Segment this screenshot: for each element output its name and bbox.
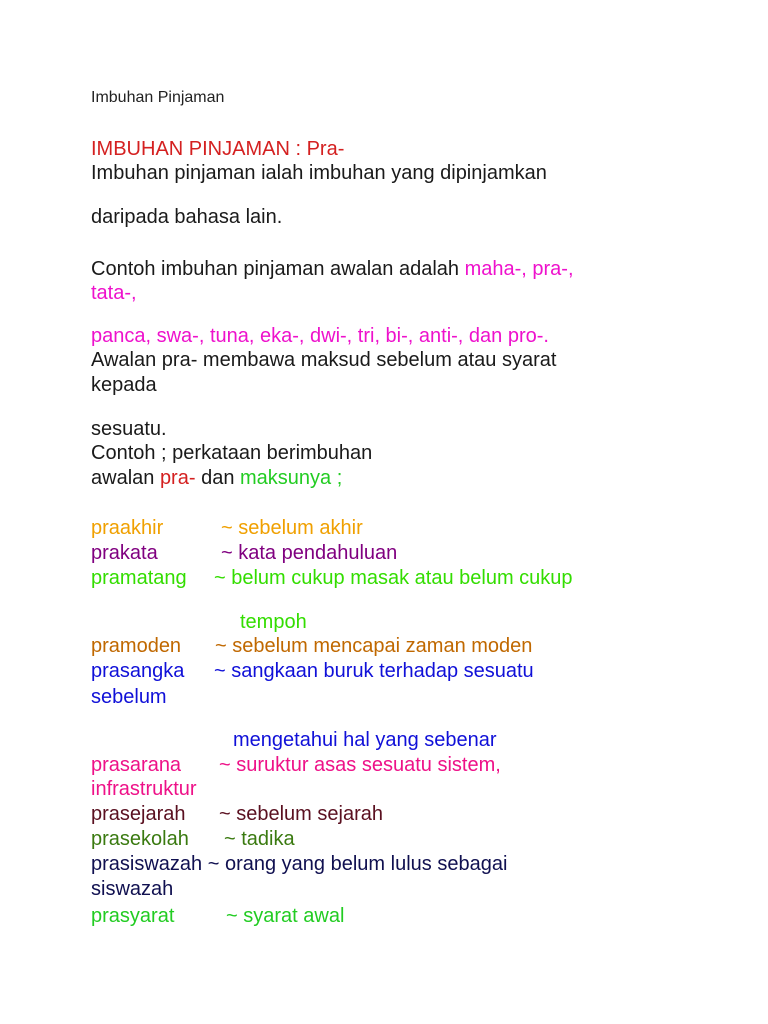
entry-meaning: tempoh	[240, 611, 307, 633]
contoh-text: Contoh imbuhan pinjaman awalan adalah	[91, 258, 465, 280]
list-item	[91, 516, 363, 540]
contoh-list-2: tata-,	[91, 282, 137, 304]
awalan-pre: awalan	[91, 467, 160, 489]
entry-word: sebelum	[91, 686, 167, 708]
awalan-pra: pra-	[159, 467, 196, 489]
list-item	[91, 541, 397, 565]
entry-word: prakata	[91, 542, 158, 564]
entry-meaning: ~ sangkaan buruk terhadap sesuatu	[214, 660, 534, 682]
entry-meaning: ~ sebelum mencapai zaman moden	[215, 635, 533, 657]
entry-word: prasekolah	[91, 828, 189, 850]
list-item	[91, 777, 197, 801]
list-item	[91, 904, 344, 928]
list-item	[91, 685, 167, 709]
entry-meaning: mengetahui hal yang sebenar	[233, 729, 497, 751]
awalan-dan: dan	[195, 467, 240, 489]
list-item	[91, 659, 534, 683]
entry-word: prasiswazah	[91, 853, 203, 875]
entry-word: pramoden	[91, 635, 182, 657]
list-item	[91, 852, 507, 876]
entry-word: pramatang	[91, 567, 187, 589]
entry-word: prasarana	[91, 754, 182, 776]
entry-meaning: ~ kata pendahuluan	[221, 542, 398, 564]
list-item	[91, 634, 532, 658]
awalan-maksud: maksunya ;	[240, 467, 343, 489]
list-item	[233, 728, 497, 752]
entry-word: siswazah	[91, 878, 174, 900]
contoh-line-1	[91, 257, 574, 281]
sesuatu-line: sesuatu.	[91, 418, 167, 440]
list-item	[91, 753, 501, 777]
awalan-pra-line	[91, 466, 342, 490]
awalan-line-2: kepada	[91, 374, 157, 396]
awalan-line-1: Awalan pra- membawa maksud sebelum atau syarat	[91, 349, 557, 371]
entry-word: prasejarah	[91, 803, 186, 825]
entry-meaning: ~ tadika	[224, 828, 295, 850]
list-item	[91, 566, 573, 590]
list-item	[240, 610, 307, 634]
entry-meaning: ~ orang yang belum lulus sebagai	[207, 853, 508, 875]
entry-meaning: ~ belum cukup masak atau belum cukup	[214, 567, 573, 589]
document-header: Imbuhan Pinjaman	[91, 89, 225, 106]
intro-line-1: Imbuhan pinjaman ialah imbuhan yang dipinjamkan	[91, 162, 547, 184]
section-heading: IMBUHAN PINJAMAN : Pra-	[91, 138, 345, 160]
entry-word: prasangka	[91, 660, 185, 682]
entry-word: praakhir	[91, 517, 164, 539]
entry-meaning: ~ sebelum akhir	[221, 517, 363, 539]
list-item	[91, 877, 173, 901]
entry-meaning: ~ syarat awal	[226, 905, 345, 927]
intro-line-2: daripada bahasa lain.	[91, 206, 283, 228]
list-item	[91, 802, 383, 826]
list-item	[91, 827, 295, 851]
entry-meaning: ~ suruktur asas sesuatu sistem,	[219, 754, 501, 776]
contoh2-line: Contoh ; perkataan berimbuhan	[91, 442, 373, 464]
contoh-list-1: maha-, pra-,	[464, 258, 574, 280]
entry-meaning: ~ sebelum sejarah	[219, 803, 383, 825]
contoh-list-3: panca, swa-, tuna, eka-, dwi-, tri, bi-, anti-, dan pro-.	[91, 325, 549, 347]
entry-word: infrastruktur	[91, 778, 197, 800]
entry-word: prasyarat	[91, 905, 175, 927]
